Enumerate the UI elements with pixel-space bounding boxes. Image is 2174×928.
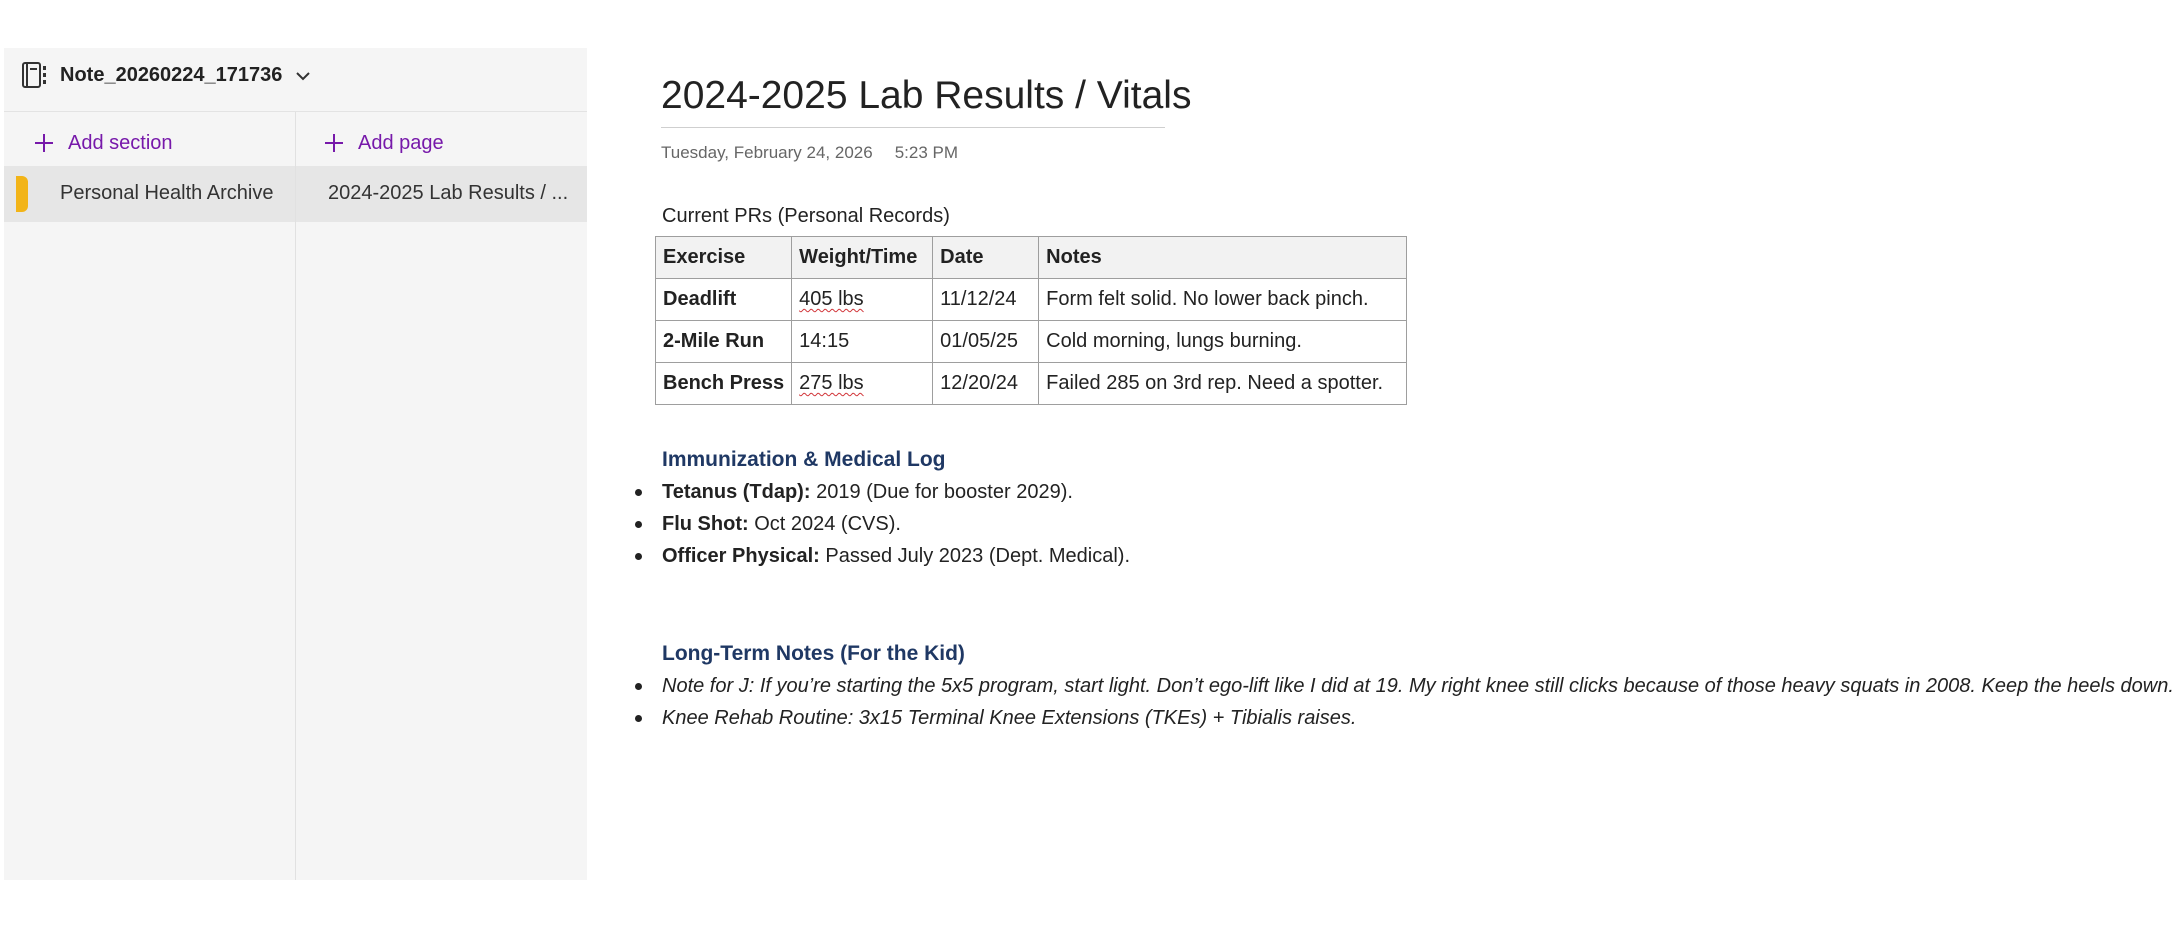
table-cell[interactable]: Cold morning, lungs burning. (1039, 321, 1407, 363)
prs-table (655, 236, 1407, 405)
spellcheck-text: 405 lbs (799, 288, 864, 310)
section-item-personal-health-archive[interactable] (4, 166, 295, 222)
notebook-icon (22, 61, 48, 89)
list-item-label: Officer Physical: (662, 545, 820, 567)
table-row (656, 363, 1407, 405)
table-header-cell[interactable]: Date (933, 237, 1039, 279)
page-item-label: 2024-2025 Lab Results / ... (328, 182, 569, 204)
table-cell[interactable]: Bench Press (656, 363, 792, 405)
list-item[interactable] (632, 476, 1130, 508)
navigation-pane (4, 48, 587, 880)
plus-icon (324, 133, 344, 153)
table-cell[interactable]: 01/05/25 (933, 321, 1039, 363)
page-item-lab-results[interactable] (296, 166, 587, 222)
chevron-down-icon[interactable] (295, 69, 311, 83)
table-cell[interactable]: Failed 285 on 3rd rep. Need a spotter. (1039, 363, 1407, 405)
long-term-notes-list (632, 670, 2174, 734)
table-caption[interactable]: Current PRs (Personal Records) (662, 205, 950, 227)
pane-divider (295, 112, 296, 880)
notebook-title[interactable]: Note_20260224_171736 (60, 64, 283, 86)
table-header-cell[interactable]: Notes (1039, 237, 1407, 279)
add-section-label: Add section (68, 131, 173, 154)
list-item-text: Oct 2024 (CVS). (754, 513, 901, 535)
table-cell[interactable]: 2-Mile Run (656, 321, 792, 363)
title-divider (661, 127, 1165, 128)
long-term-notes-heading[interactable]: Long-Term Notes (For the Kid) (662, 642, 965, 665)
table-cell[interactable]: 11/12/24 (933, 279, 1039, 321)
list-item-label: Tetanus (Tdap): (662, 481, 811, 503)
table-header-cell[interactable]: Weight/Time (792, 237, 933, 279)
add-page-label: Add page (358, 131, 444, 154)
spellcheck-text: 275 lbs (799, 372, 864, 394)
immunization-heading[interactable]: Immunization & Medical Log (662, 448, 946, 471)
table-cell[interactable]: Form felt solid. No lower back pinch. (1039, 279, 1407, 321)
list-item-label: Flu Shot: (662, 513, 749, 535)
list-item-text: Passed July 2023 (Dept. Medical). (825, 545, 1130, 567)
section-label: Personal Health Archive (60, 182, 274, 204)
page-timestamp (661, 143, 958, 163)
list-item[interactable]: Knee Rehab Routine: 3x15 Terminal Knee Extensions (TKEs) + Tibialis raises. (632, 702, 1632, 734)
table-cell[interactable]: 14:15 (792, 321, 933, 363)
table-row (656, 321, 1407, 363)
list-item[interactable]: Note for J: If you’re starting the 5x5 program, start light. Don’t ego-lift like I did at 19. My right knee still clicks because of those heavy squats in 2008. Keep the heels down. (632, 670, 1632, 702)
add-section-button[interactable] (34, 126, 173, 160)
plus-icon (34, 133, 54, 153)
section-color-tab (16, 176, 28, 212)
table-cell[interactable]: Deadlift (656, 279, 792, 321)
page-time: 5:23 PM (894, 143, 958, 162)
table-header-row (656, 237, 1407, 279)
list-item[interactable] (632, 540, 1130, 572)
add-page-button[interactable] (324, 126, 444, 160)
list-item-text: 2019 (Due for booster 2029). (816, 481, 1073, 503)
list-item[interactable] (632, 508, 1130, 540)
table-cell[interactable] (792, 279, 933, 321)
table-row (656, 279, 1407, 321)
table-header-cell[interactable]: Exercise (656, 237, 792, 279)
immunization-list (632, 476, 1130, 572)
page-title[interactable]: 2024-2025 Lab Results / Vitals (661, 74, 1192, 117)
notebook-header[interactable] (4, 48, 587, 112)
page-date: Tuesday, February 24, 2026 (661, 143, 873, 162)
table-cell[interactable] (792, 363, 933, 405)
table-cell[interactable]: 12/20/24 (933, 363, 1039, 405)
